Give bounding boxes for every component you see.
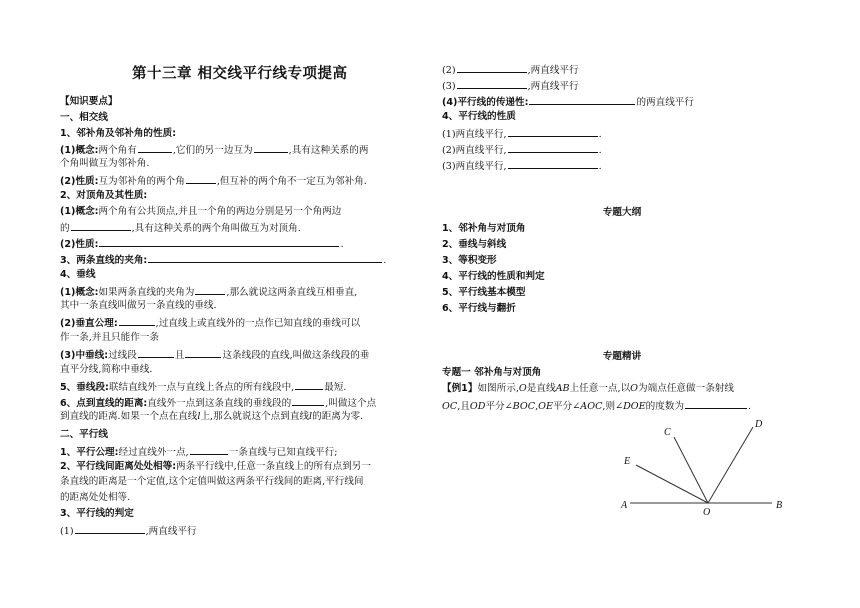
parallel-axiom <box>60 444 337 460</box>
parallel-distance-3: 的距离处处相等. <box>60 492 131 503</box>
text: ,具有这种关系的两 <box>288 145 369 156</box>
text: ,两直线平行 <box>145 526 197 537</box>
adjacent-concept-line-2: 个角叫做互为邻补角. <box>60 158 150 169</box>
subsection-adjacent-supplementary: 1、邻补角及邻补角的性质: <box>60 128 177 139</box>
blank[interactable] <box>190 444 228 455</box>
blank[interactable] <box>508 158 598 169</box>
text: . <box>598 145 602 156</box>
parallel-transitivity <box>442 94 694 110</box>
outline-item: 3、等积变形 <box>442 255 497 266</box>
text: (1)两直线平行, <box>442 129 507 140</box>
property-label: (2)性质: <box>60 176 99 187</box>
text: ,但互补的两个角不一定互为邻补角. <box>216 176 367 187</box>
outline-item: 2、垂线与斜线 <box>442 239 507 250</box>
var: AB <box>555 383 570 394</box>
outline-item: 5、平行线基本模型 <box>442 287 526 298</box>
vertical-property-line <box>60 236 344 252</box>
blank[interactable] <box>71 220 131 231</box>
var: OD <box>469 401 486 412</box>
text: ,两直线平行 <box>527 81 579 92</box>
text: , <box>535 401 539 412</box>
text: (3)两直线平行, <box>442 161 507 172</box>
perpendicular-concept <box>60 284 357 300</box>
text: 这条线段的直线,叫做这条线段的垂 <box>222 350 370 361</box>
perpendicular-axiom-2: 作一条,并且只能作一条 <box>60 332 159 343</box>
ray-OE <box>636 465 708 503</box>
section-parallel-lines: 二、平行线 <box>60 429 108 440</box>
text: . <box>748 401 752 412</box>
adjacent-concept-line <box>60 142 368 158</box>
blank[interactable] <box>529 94 635 105</box>
text: 两条平行线中,任意一条直线上的所有点到另一 <box>176 461 371 472</box>
subsection-parallel-criteria: 3、平行线的判定 <box>60 508 134 519</box>
text: 为端点任意做一条射线 <box>638 383 734 394</box>
text: 两个角有 <box>98 145 137 156</box>
blank[interactable] <box>195 284 225 295</box>
text: . <box>340 239 344 250</box>
example-1-line-2 <box>442 398 751 414</box>
text: ,则∠ <box>602 401 624 412</box>
var: O <box>630 383 639 394</box>
blank[interactable] <box>186 173 216 184</box>
blank[interactable] <box>119 315 155 326</box>
text: . <box>598 161 602 172</box>
text: 如果两条直线的夹角为 <box>98 287 195 298</box>
axiom-label: 1、平行公理: <box>60 447 119 458</box>
text: (3) <box>442 81 456 92</box>
label-E: E <box>624 456 631 467</box>
vertical-concept-line <box>60 205 341 219</box>
text: ,它们的另一边互为 <box>172 145 253 156</box>
parallel-distance-2: 条直线的距离是一个定值,这个定值叫做这两条平行线间的距离,平行线间 <box>60 476 364 487</box>
parallel-property-2 <box>442 142 602 158</box>
blank[interactable] <box>292 395 324 406</box>
subsection-perpendicular: 4、垂线 <box>60 269 96 280</box>
label-O: O <box>703 507 711 518</box>
point-line-distance <box>60 395 376 411</box>
section-intersecting-lines: 一、相交线 <box>60 112 108 123</box>
var: DOE <box>623 401 646 412</box>
parallel-criterion-2 <box>442 62 579 78</box>
var: AOC <box>580 401 603 412</box>
axiom-label: (2)垂直公理: <box>60 318 118 329</box>
outline-item: 6、平行线与翻折 <box>442 303 516 314</box>
text: ,且 <box>457 401 470 412</box>
text: 过线段 <box>108 350 137 361</box>
text: . <box>383 255 387 266</box>
var-l: l <box>197 411 201 422</box>
outline-item: 4、平行线的性质和判定 <box>442 271 545 282</box>
parallel-criterion-1 <box>60 523 197 539</box>
ray-OD <box>708 427 753 503</box>
blank[interactable] <box>508 142 598 153</box>
text: 最短. <box>324 382 347 393</box>
var-l: l <box>309 411 313 422</box>
text: 互为邻补角的两个角 <box>98 176 185 187</box>
transitivity-label: (4)平行线的传递性: <box>442 97 529 108</box>
segment-label: 5、垂线段: <box>60 382 109 393</box>
text: 的两直线平行 <box>636 97 694 108</box>
text: 到直线的距离.如果一个点在直线 <box>60 411 198 422</box>
text: 上,那么就说这个点到直线 <box>200 411 310 422</box>
adjacent-property-line <box>60 173 367 189</box>
point-line-distance-2 <box>60 410 363 424</box>
blank[interactable] <box>148 252 382 263</box>
chapter-title: 第十三章 相交线平行线专项提高 <box>132 66 348 82</box>
text: ,那么就说这两条直线互相垂直, <box>226 287 358 298</box>
blank[interactable] <box>99 236 339 247</box>
answer-blank[interactable] <box>685 398 747 409</box>
text: (1) <box>60 526 74 537</box>
text: 联结直线外一点与直线上各点的所有线段中, <box>108 382 295 393</box>
blank[interactable] <box>185 347 221 358</box>
perpendicular-axiom <box>60 315 360 331</box>
blank[interactable] <box>254 142 288 153</box>
blank[interactable] <box>75 523 145 534</box>
text: 如图所示, <box>477 383 519 394</box>
example-label: 【例1】 <box>442 383 478 394</box>
vertical-concept-line-2 <box>60 220 301 236</box>
blank[interactable] <box>457 78 527 89</box>
text: 是直线 <box>526 383 556 394</box>
parallel-distance <box>60 460 371 474</box>
text: ,两直线平行 <box>527 65 579 76</box>
blank[interactable] <box>457 62 527 73</box>
distance-label: 6、点到直线的距离: <box>60 398 148 409</box>
topic-1-heading: 专题一 邻补角与对顶角 <box>442 367 542 378</box>
text: ,叫做这个点 <box>325 398 377 409</box>
blank[interactable] <box>508 126 598 137</box>
perpendicular-bisector-2: 直平分线,简称中垂线. <box>60 364 153 375</box>
text: 直线外一点到这条直线的垂线段的 <box>147 398 292 409</box>
text: 的 <box>60 223 70 234</box>
angle-figure <box>610 415 800 520</box>
parallel-criterion-3 <box>442 78 579 94</box>
text: 的距离为零. <box>312 411 364 422</box>
text: 平分∠ <box>553 401 581 412</box>
text: . <box>598 129 602 140</box>
subsection-vertical-angles: 2、对顶角及其性质: <box>60 190 148 201</box>
label-D: D <box>755 419 763 430</box>
var: BOC <box>512 401 536 412</box>
focus-title: 专题精讲 <box>602 351 642 362</box>
parallel-property-1 <box>442 126 602 142</box>
text: 经过直线外一点, <box>118 447 189 458</box>
text: (2) <box>442 65 456 76</box>
subsection-parallel-properties: 4、平行线的性质 <box>442 111 516 122</box>
text: 上任意一点,以 <box>569 383 631 394</box>
label-B: B <box>776 500 783 511</box>
concept-label: (1)概念: <box>60 145 99 156</box>
var: O <box>518 383 527 394</box>
label-A: A <box>621 500 628 511</box>
ray-OC <box>674 437 708 503</box>
angle-between-lines <box>60 252 386 268</box>
concept-label: (1)概念: <box>60 206 99 217</box>
blank[interactable] <box>295 379 323 390</box>
blank[interactable] <box>138 142 172 153</box>
perpendicular-segment <box>60 379 346 395</box>
outline-item: 1、邻补角与对顶角 <box>442 223 526 234</box>
distance-label: 2、平行线间距离处处相等: <box>60 461 177 472</box>
text: 且 <box>174 350 185 361</box>
text: (2)两直线平行, <box>442 145 507 156</box>
var: OC <box>442 401 458 412</box>
text: ,具有这种关系的两个角叫做互为对顶角. <box>131 223 301 234</box>
text: ,过直线上或直线外的一点作已知直线的垂线可以 <box>155 318 361 329</box>
property-label: (2)性质: <box>60 239 99 250</box>
concept-label: (1)概念: <box>60 287 99 298</box>
text: 两个角有公共顶点,并且一个角的两边分别是另一个角两边 <box>98 206 342 217</box>
text: 的度数为 <box>645 401 685 412</box>
text: 一条直线与已知直线平行; <box>228 447 338 458</box>
outline-title: 专题大纲 <box>602 207 642 218</box>
parallel-property-3 <box>442 158 602 174</box>
perpendicular-bisector <box>60 347 369 363</box>
perpendicular-concept-2: 其中一条直线叫做另一条直线的垂线. <box>60 300 217 311</box>
bisector-label: (3)中垂线: <box>60 350 109 361</box>
subsection-label: 3、两条直线的夹角: <box>60 255 148 266</box>
blank[interactable] <box>138 347 174 358</box>
label-C: C <box>664 427 671 438</box>
text: 平分∠ <box>485 401 513 412</box>
example-1-line-1 <box>442 382 734 396</box>
knowledge-heading: 【知识要点】 <box>60 96 118 107</box>
var: OE <box>538 401 554 412</box>
